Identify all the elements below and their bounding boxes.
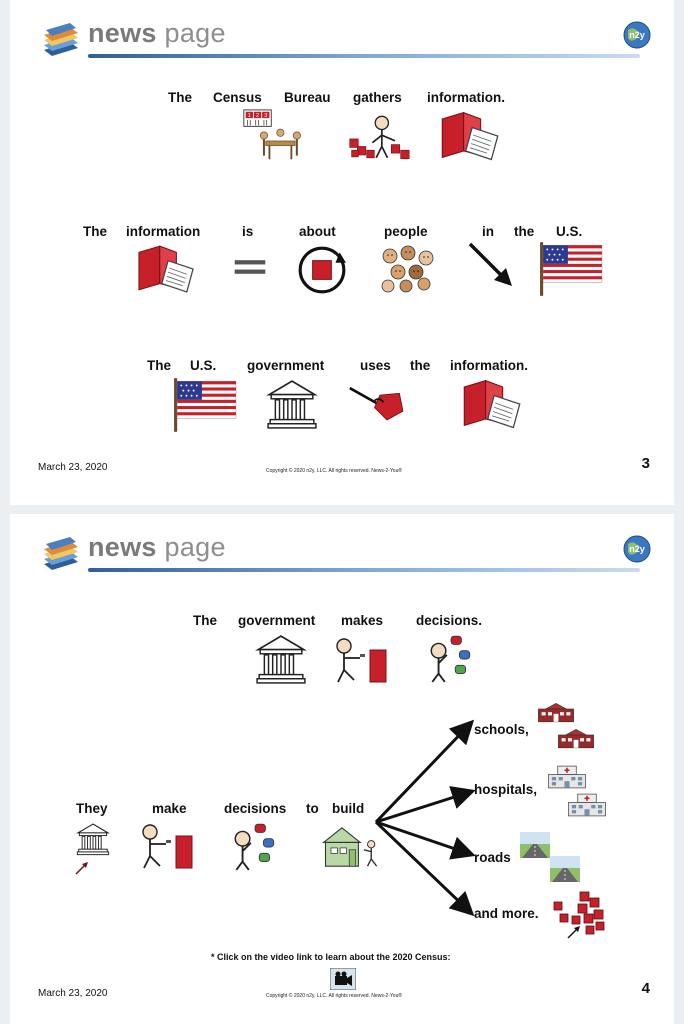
word: U.S. [190, 358, 217, 373]
word: to [306, 801, 319, 816]
word: makes [341, 613, 384, 628]
newspaper-stack-icon [40, 20, 80, 60]
video-camera-icon[interactable] [330, 968, 356, 990]
page-header [40, 528, 652, 576]
census-table-icon [242, 108, 306, 163]
us-flag-icon [538, 242, 604, 296]
globe-icon [622, 534, 652, 564]
branch-label: hospitals, [474, 782, 538, 797]
word: build [332, 801, 365, 816]
word: Census [213, 90, 262, 105]
word: information. [427, 90, 505, 105]
us-flag-icon [172, 378, 238, 432]
word: U.S. [556, 224, 583, 239]
make-icon [332, 636, 392, 686]
word: in [482, 224, 494, 239]
hospital-icon [546, 764, 588, 790]
word: decisions. [416, 613, 483, 628]
footer-date: March 23, 2020 [38, 462, 108, 473]
word: people [384, 224, 428, 239]
book-icon [134, 242, 198, 294]
word: the [514, 224, 535, 239]
brand-underline [88, 54, 640, 58]
page-number: 3 [641, 455, 650, 472]
branch-label: and more. [474, 906, 539, 921]
word: decisions [224, 801, 287, 816]
copyright: Copyright © 2020 n2y, LLC. All rights reserved. News-2-You® [266, 468, 403, 474]
word: uses [360, 358, 391, 373]
brand-title: news page [88, 18, 226, 48]
equals-icon [233, 258, 267, 276]
page-number: 4 [641, 980, 650, 997]
word: The [83, 224, 108, 239]
book-icon [460, 376, 524, 430]
government-building-icon [255, 633, 307, 685]
newspaper-stack-icon [40, 534, 80, 574]
branch-arrows [370, 694, 480, 924]
footer-date: March 23, 2020 [38, 988, 108, 999]
word: information. [450, 358, 528, 373]
more-icon [550, 890, 610, 940]
about-circle-icon [296, 244, 348, 296]
page-3 [10, 0, 674, 505]
word: gathers [353, 90, 402, 105]
arrow-down-right-icon [466, 240, 516, 290]
school-icon [536, 702, 576, 724]
word: Bureau [284, 90, 331, 105]
word: about [299, 224, 336, 239]
government-building-icon [70, 822, 112, 876]
globe-icon [622, 20, 652, 50]
page-header [40, 14, 652, 62]
brand-underline [88, 568, 640, 572]
branch-label: schools, [474, 722, 529, 737]
decide-icon [228, 820, 280, 872]
copyright: Copyright © 2020 n2y, LLC. All rights reserved. News-2-You® [266, 993, 403, 999]
word: the [410, 358, 431, 373]
word: information [126, 224, 201, 239]
word: The [147, 358, 172, 373]
school-icon [556, 728, 596, 750]
word: The [168, 90, 193, 105]
page-4 [10, 514, 674, 1024]
video-note: * Click on the video link to learn about the 2020 Census: [211, 952, 451, 962]
word: They [76, 801, 108, 816]
gather-icon [346, 114, 412, 162]
uses-icon [348, 384, 410, 424]
word: The [193, 613, 218, 628]
branch-label: roads [474, 850, 511, 865]
decide-icon [424, 632, 476, 684]
brand-title: news page [88, 532, 226, 562]
word: government [247, 358, 325, 373]
word: make [152, 801, 187, 816]
hospital-icon [566, 792, 608, 818]
book-icon [438, 108, 502, 162]
road-icon [550, 856, 580, 882]
word: government [238, 613, 316, 628]
people-icon [378, 244, 438, 294]
make-icon [138, 822, 198, 872]
road-icon [520, 832, 550, 858]
government-building-icon [266, 378, 318, 430]
word: is [242, 224, 254, 239]
